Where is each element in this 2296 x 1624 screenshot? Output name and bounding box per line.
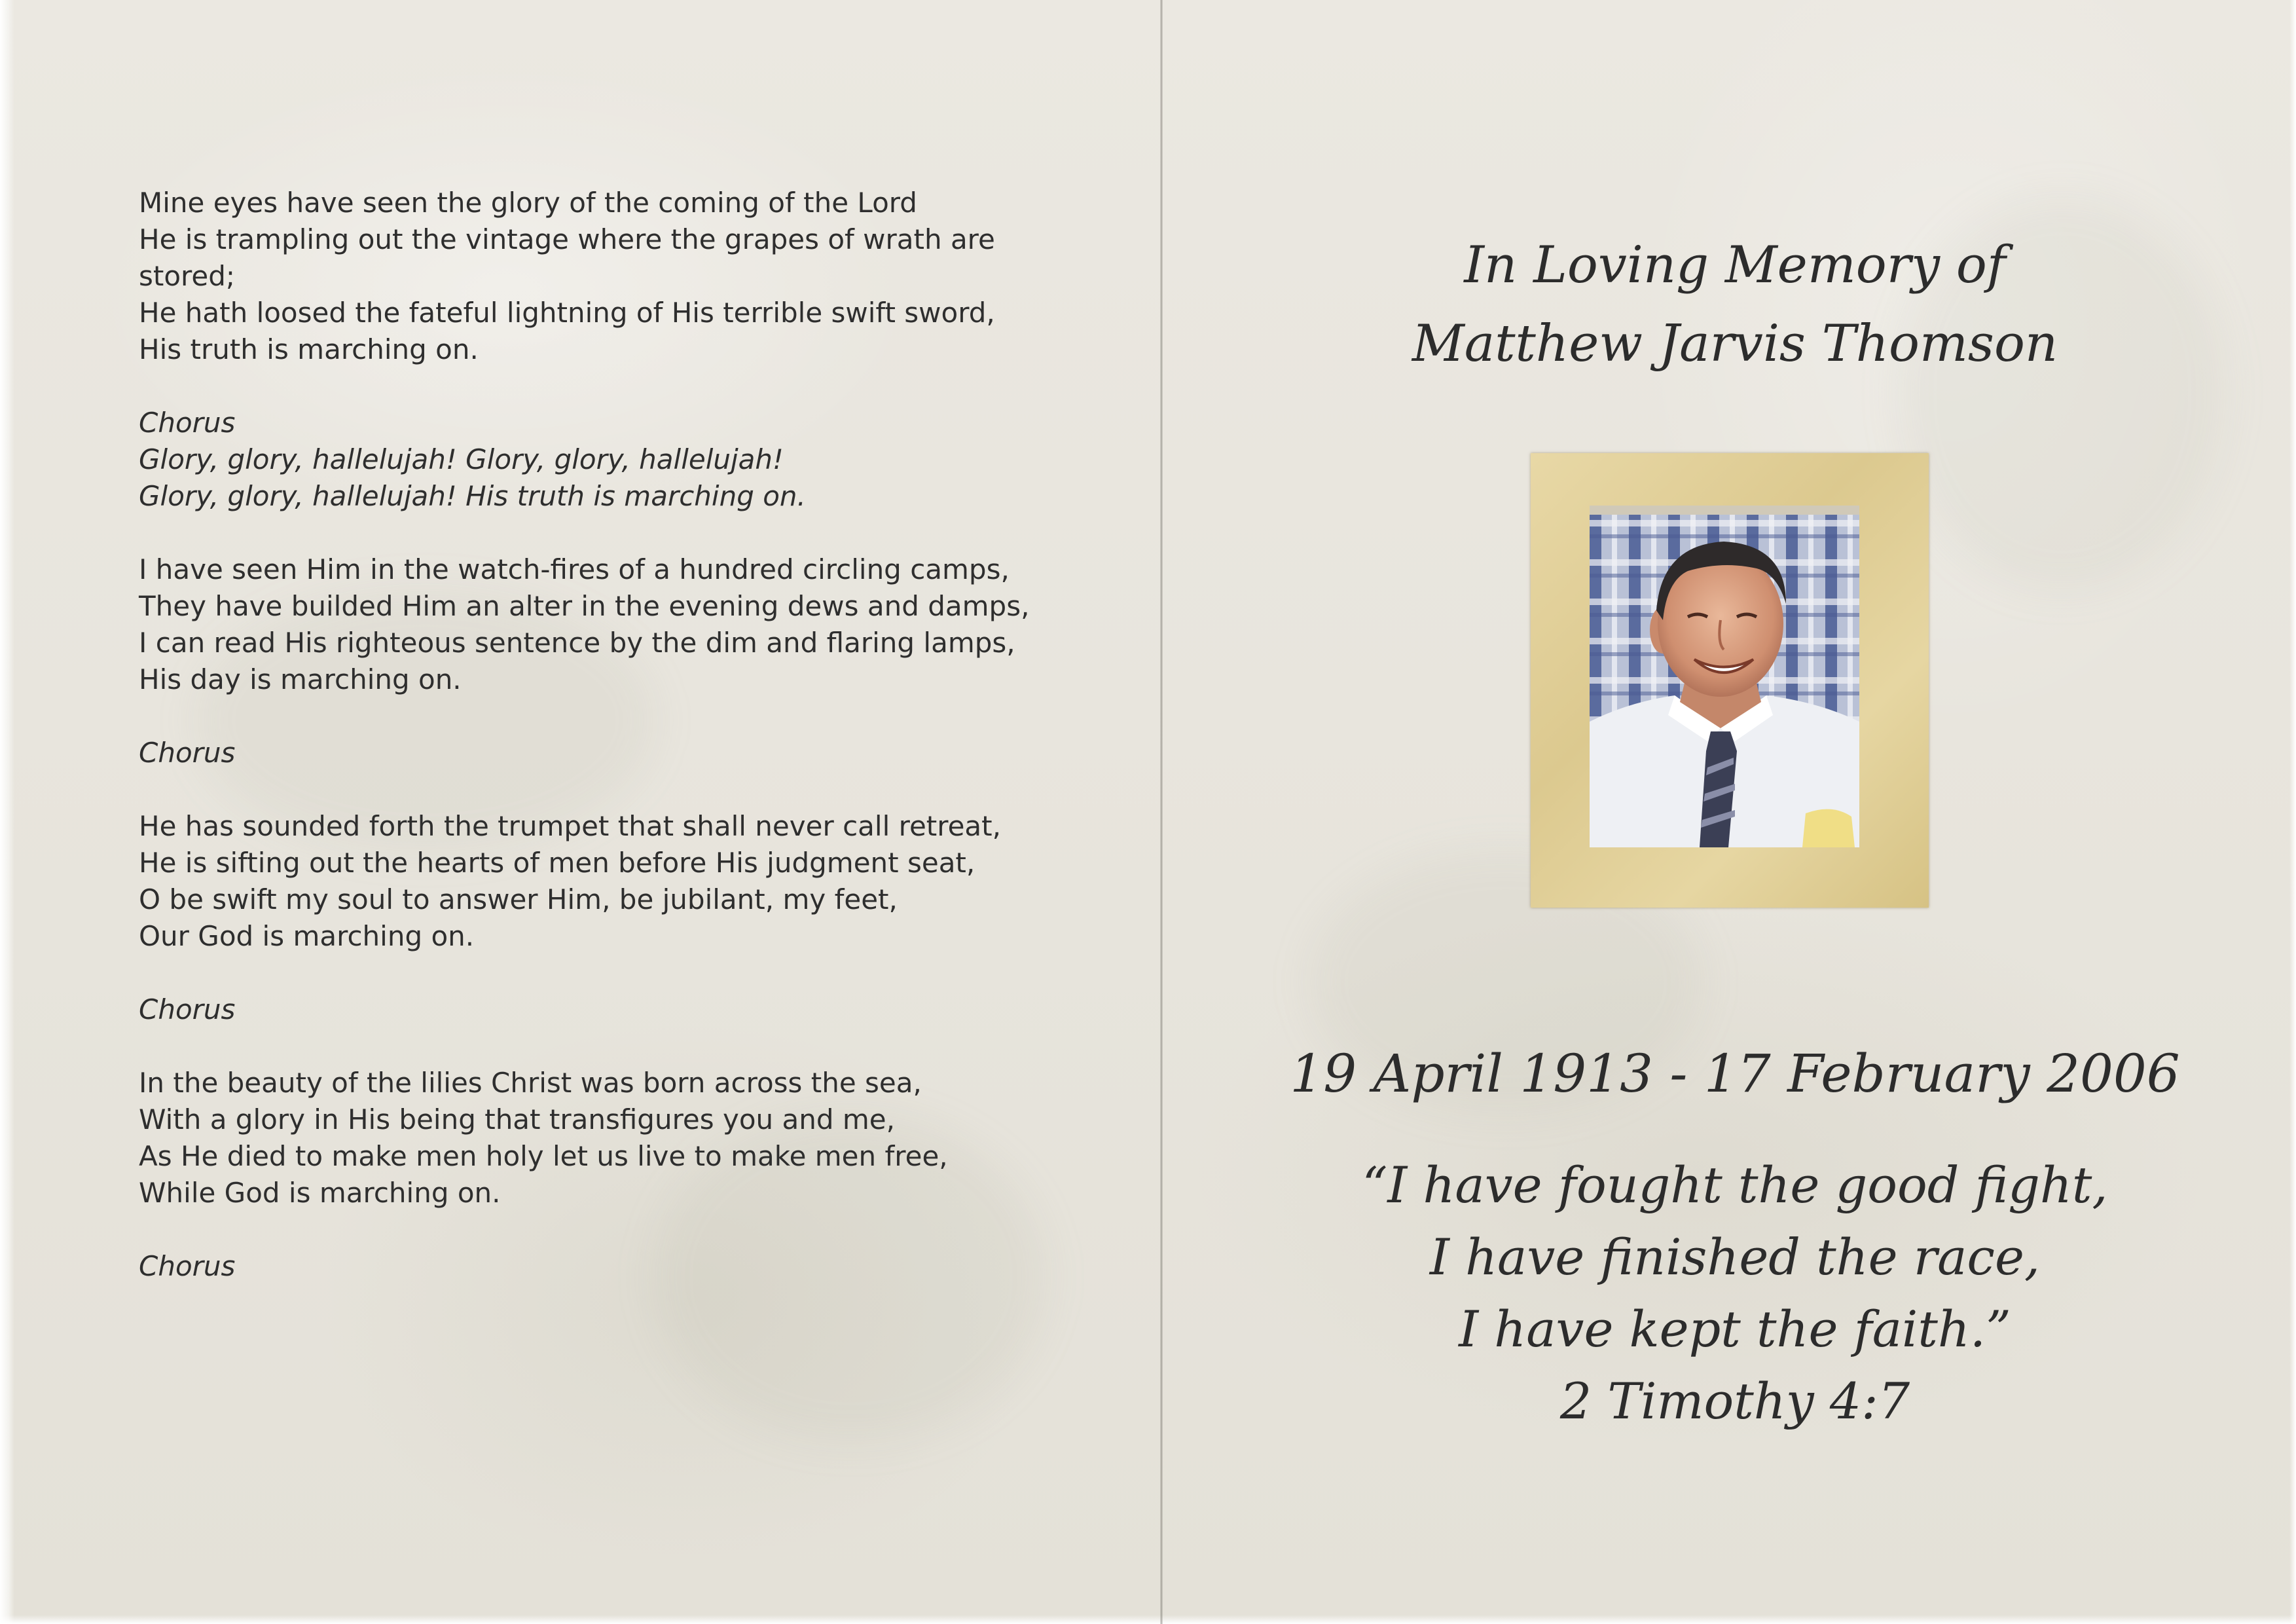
chorus-label: Chorus: [139, 737, 236, 769]
verse-line: His truth is marching on.: [139, 333, 479, 365]
chorus-full: [139, 405, 1121, 515]
verse-line: I have seen Him in the watch-fires of a hundred circling camps,: [139, 553, 1010, 585]
verse-line: In the beauty of the lilies Christ was born across the sea,: [139, 1067, 922, 1099]
chorus-label: Chorus: [139, 1250, 236, 1282]
verse-line: He hath loosed the fateful lightning of His terrible swift sword,: [139, 297, 995, 329]
hymn-verse: [139, 1065, 1121, 1211]
verse-line: As He died to make men holy let us live to make men free,: [139, 1140, 948, 1172]
photo-frame: [1531, 453, 1929, 908]
hymn-verse: [139, 808, 1121, 955]
verse-line: He has sounded forth the trumpet that shall never call retreat,: [139, 810, 1001, 842]
verse-line: They have builded Him an alter in the evening dews and damps,: [139, 590, 1030, 622]
verse-line: With a glory in His being that transfigures you and me,: [139, 1103, 895, 1135]
chorus-reference: [139, 991, 1121, 1028]
paper-edge-right: [2289, 0, 2296, 1624]
verse-line: Mine eyes have seen the glory of the coming of the Lord: [139, 187, 917, 219]
portrait-illustration: [1590, 506, 1859, 847]
portrait-photo: [1590, 506, 1859, 847]
center-fold: [1160, 0, 1163, 1624]
hymn-verse: [139, 185, 1121, 368]
chorus-label: Chorus: [139, 993, 236, 1025]
memorial-heading: In Loving Memory of: [1464, 236, 2006, 295]
scripture-reference: 2 Timothy 4:7: [1559, 1372, 1910, 1430]
deceased-name: Matthew Jarvis Thomson: [1412, 314, 2058, 373]
chorus-reference: [139, 735, 1121, 771]
hymn-text: [139, 185, 1121, 1321]
scripture-quote-line: I have finished the race,: [1429, 1228, 2041, 1286]
chorus-line: Glory, glory, hallelujah! His truth is marching on.: [139, 480, 806, 512]
paper-edge-left: [0, 0, 14, 1624]
verse-line: His day is marching on.: [139, 663, 462, 695]
hymn-verse: [139, 551, 1121, 698]
chorus-reference: [139, 1248, 1121, 1285]
verse-line: O be swift my soul to answer Him, be jubilant, my feet,: [139, 883, 898, 915]
verse-line: stored;: [139, 260, 236, 292]
verse-line: While God is marching on.: [139, 1177, 501, 1209]
scripture-quote-line: I have kept the faith.”: [1459, 1300, 2011, 1358]
scripture-quote-line: “I have fought the good fight,: [1362, 1156, 2108, 1214]
life-dates: 19 April 1913 - 17 February 2006: [1290, 1043, 2180, 1104]
verse-line: I can read His righteous sentence by the dim and flaring lamps,: [139, 627, 1015, 659]
verse-line: He is sifting out the hearts of men before His judgment seat,: [139, 847, 975, 879]
verse-line: He is trampling out the vintage where the grapes of wrath are: [139, 223, 995, 255]
paper-edge-bottom: [0, 1615, 2296, 1624]
chorus-label: Chorus: [139, 407, 236, 439]
chorus-line: Glory, glory, hallelujah! Glory, glory, hallelujah!: [139, 443, 784, 475]
verse-line: Our God is marching on.: [139, 920, 475, 952]
